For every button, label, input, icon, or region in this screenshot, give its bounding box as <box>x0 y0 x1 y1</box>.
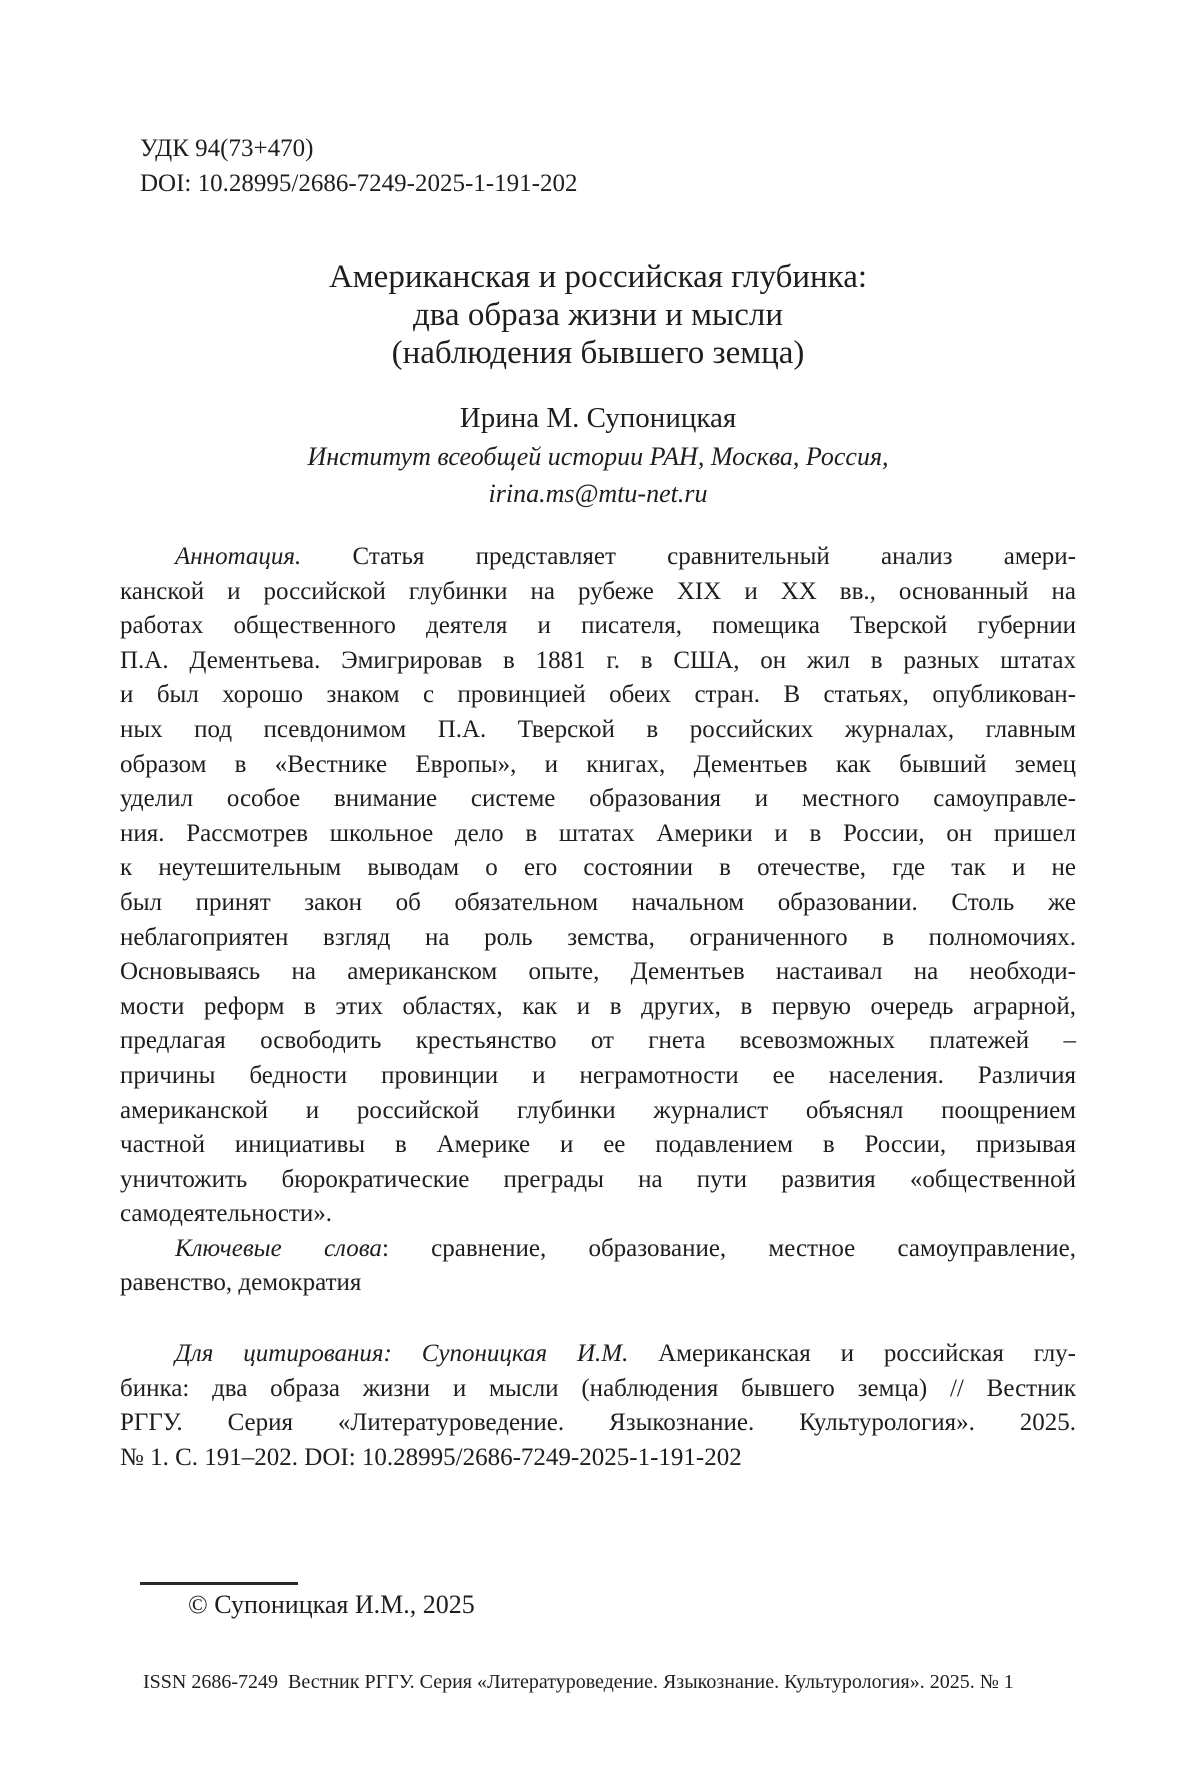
abstract-label: Аннотация. <box>175 543 302 570</box>
copyright-rule <box>140 1582 298 1585</box>
abstract-line: предлагая освободить крестьянство от гнета всевозможных платежей – <box>120 1027 1076 1055</box>
keywords-label: Ключевые слова <box>175 1234 382 1262</box>
abstract-line: уничтожить бюрократические преграды на пути развития «общественной <box>120 1165 1076 1193</box>
abstract-line: ния. Рассмотрев школьное дело в штатах Америки и в России, он пришел <box>120 819 1076 847</box>
abstract-line: работах общественного деятеля и писателя, помещика Тверской губернии <box>120 612 1076 640</box>
abstract-line: уделил особое внимание системе образования и местного самоуправле- <box>120 785 1076 813</box>
title-line-2: два образа жизни и мысли <box>412 297 783 333</box>
abstract-line: Основываясь на американском опыте, Дементьев настаивал на необходи- <box>120 958 1076 986</box>
keywords-first-line <box>120 1232 1076 1267</box>
title-line-3: (наблюдения бывшего земца) <box>391 335 805 371</box>
author-name: Ирина М. Супоницкая <box>459 402 737 434</box>
doi-line: DOI: 10.28995/2686-7249-2025-1-191-202 <box>140 169 578 197</box>
abstract-line: частной инициативы в Америке и ее подавлением в России, призывая <box>120 1131 1076 1159</box>
abstract-last-line: самодеятельности». <box>120 1200 332 1228</box>
author-affiliation: Институт всеобщей истории РАН, Москва, Россия, <box>307 442 889 471</box>
citation-last-line: № 1. С. 191–202. DOI: 10.28995/2686-7249-2025-1-191-202 <box>120 1443 742 1471</box>
abstract-line: американской и российской глубинки журналист объяснял поощрением <box>120 1096 1076 1124</box>
abstract-line: образом в «Вестнике Европы», и книгах, Дементьев как бывший земец <box>120 750 1076 778</box>
citation-first-line <box>120 1337 1076 1372</box>
citation-line: РГГУ. Серия «Литературоведение. Языкознание. Культурология». 2025. <box>120 1409 1076 1437</box>
abstract-line: и был хорошо знаком с провинцией обеих стран. В статьях, опубликован- <box>120 681 1076 709</box>
author-email: irina.ms@mtu-net.ru <box>488 479 708 508</box>
keywords-first-line-text: : сравнение, образование, местное самоуправление, <box>381 1234 1076 1262</box>
copyright-line: © Супоницкая И.М., 2025 <box>188 1590 475 1619</box>
keywords-last-line: равенство, демократия <box>120 1269 362 1297</box>
abstract-line: канской и российской глубинки на рубеже XIX и XX вв., основанный на <box>120 577 1076 605</box>
abstract-line: П.А. Дементьева. Эмигрировав в 1881 г. в США, он жил в разных штатах <box>120 646 1076 674</box>
title-line-1: Американская и российская глубинка: <box>328 259 868 295</box>
abstract-line: был принят закон об обязательном начальном образовании. Столь же <box>120 888 1076 916</box>
abstract-line: неблагоприятен взгляд на роль земства, ограниченного в полномочиях. <box>120 923 1076 951</box>
abstract-first-line-text: Статья представляет сравнительный анализ амери- <box>301 543 1076 570</box>
citation-label: Для цитирования: Супоницкая И.М. <box>175 1340 629 1367</box>
abstract-line: к неутешительным выводам о его состоянии в отечестве, где так и не <box>120 854 1076 882</box>
abstract-line: ных под псевдонимом П.А. Тверской в российских журналах, главным <box>120 715 1076 743</box>
udc-line: УДК 94(73+470) <box>140 135 314 162</box>
abstract-line: причины бедности провинции и неграмотности ее населения. Различия <box>120 1061 1076 1089</box>
udc-doi-block <box>140 132 577 201</box>
article-title <box>120 258 1076 372</box>
citation-section <box>120 1337 1076 1475</box>
citation-first-line-text: Американская и российская глу- <box>628 1340 1076 1367</box>
abstract-line: мости реформ в этих областях, как и в других, в первую очередь аграрной, <box>120 992 1076 1020</box>
abstract-section <box>120 540 1076 1301</box>
author-block <box>120 398 1076 512</box>
citation-line: бинка: два образа жизни и мысли (наблюдения бывшего земца) // Вестник <box>120 1374 1076 1402</box>
abstract-first-line <box>120 540 1076 575</box>
page-footer: ISSN 2686-7249 Вестник РГГУ. Серия «Литературоведение. Языкознание. Культурология». 2025. № 1 <box>143 1671 1014 1693</box>
